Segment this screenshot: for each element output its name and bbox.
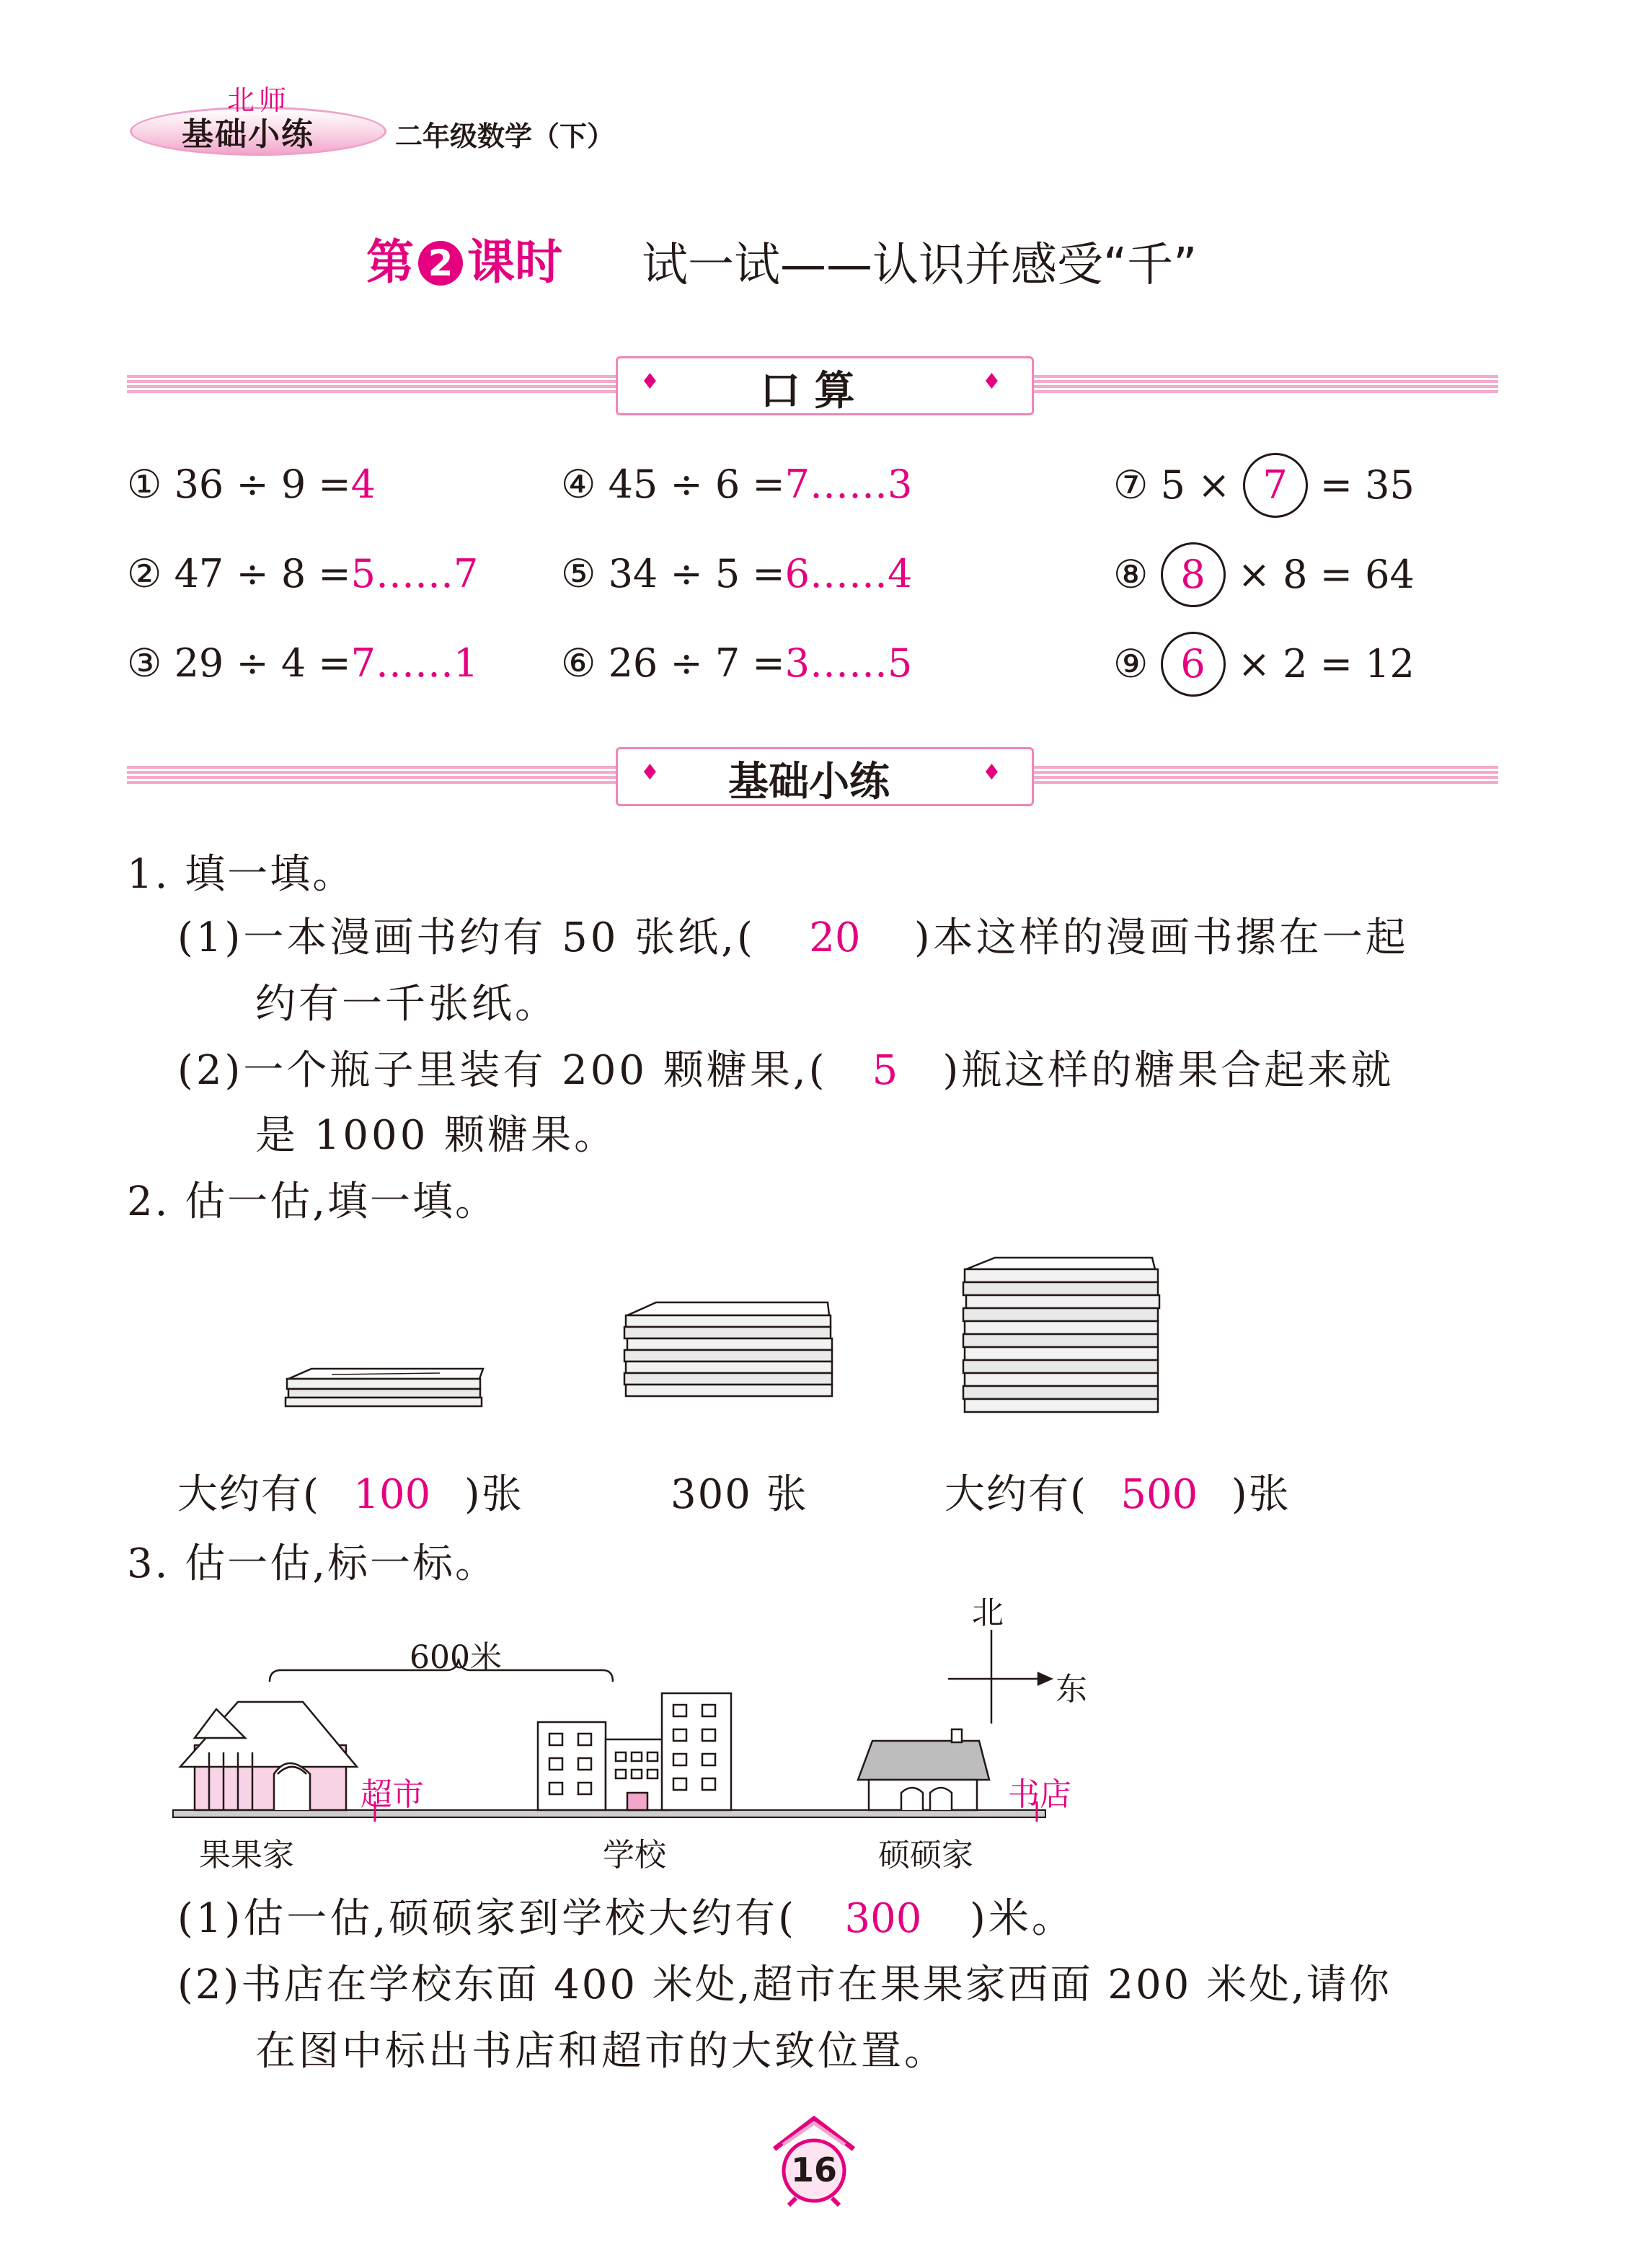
school-building-icon [538,1693,731,1810]
road-line [173,1810,1045,1817]
q3-heading: 3. 估一估,标一标。 [127,1540,498,1587]
q2-right-answer: 500 [1120,1471,1198,1518]
grade-label: 二年级数学（下） [395,120,615,152]
oral-expression: × 2 = 12 [1237,641,1415,687]
lesson-subtitle: 试一试——认识并感受“千” [642,239,1198,292]
oral-expression: = 35 [1319,462,1415,508]
shuoshuo-house-icon [858,1729,989,1810]
q2-left-text: 大约有( [177,1471,320,1518]
oral-expression: × 8 = 64 [1237,552,1415,597]
q3-part1-text: (1)估一估,硕硕家到学校大约有( [177,1895,797,1942]
q1-part2-answer: 5 [872,1047,898,1094]
diamond-icon: ♦ [982,760,1001,785]
oral-expression: ⑥ 26 ÷ 7 = [561,640,785,686]
oral-item-5 [561,551,912,596]
q3-map-illustration [166,1601,1139,1839]
q2-right-label [944,1462,1291,1520]
oral-answer: 5……7 [350,551,479,596]
lesson-number-title [366,224,562,292]
lesson-suffix: 课时 [467,234,562,290]
guoguo-house-icon [180,1702,357,1810]
answer-circle: 6 [1161,632,1226,697]
q3-part1-text-b: )米。 [969,1895,1075,1942]
oral-expression: ④ 45 ÷ 6 = [561,462,785,507]
distance-label: 600米 [410,1639,502,1676]
paper-stack-small [286,1369,483,1406]
q1-heading: 1. 填一填。 [127,851,355,898]
diamond-icon: ♦ [982,369,1001,394]
q3-part1-answer: 300 [844,1895,922,1942]
oral-item-3 [127,640,478,686]
oral-bar-line-left [127,375,617,394]
lesson-number-badge: 2 [418,241,463,286]
oral-expression: ⑦ 5 × [1113,462,1231,508]
compass-north-label: 北 [972,1594,1004,1631]
oral-answer: 7……3 [784,462,913,507]
q1-part1-line2: 约有一千张纸。 [255,981,558,1028]
answer-circle: 7 [1243,453,1308,518]
diamond-icon: ♦ [640,760,660,785]
oral-item-6 [561,640,912,686]
oral-bar-line-right [1032,375,1498,394]
basic-section-title: 基础小练 [728,759,890,806]
q2-middle-label: 300 张 [671,1471,808,1518]
diamond-icon: ♦ [640,369,660,394]
oral-section-title: 口 算 [760,368,855,415]
q3-part1 [177,1887,1075,1944]
bookstore-label: 书店 [1008,1776,1071,1813]
compass-icon [948,1630,1051,1724]
q2-left-answer: 100 [353,1471,431,1518]
q1-part1-text-b: )本这样的漫画书摞在一起 [913,914,1409,961]
q2-right-text-b: )张 [1231,1471,1291,1518]
oral-item-4 [561,462,912,507]
lesson-prefix: 第 [366,234,414,290]
oral-expression: ② 47 ÷ 8 = [127,551,351,596]
oral-expression: ③ 29 ÷ 4 = [127,640,351,686]
oral-answer: 6……4 [784,551,913,596]
place-school-label: 学校 [603,1837,666,1874]
oral-answer: 7……1 [350,640,479,686]
compass-east-label: 东 [1056,1671,1087,1708]
place-shuoshuo-label: 硕硕家 [878,1837,973,1874]
page-number: 16 [790,2150,837,2189]
basic-bar-line-left [127,766,617,785]
q1-part1-answer: 20 [809,914,861,961]
q1-part1-line1 [177,906,1409,963]
oral-answer: 3……5 [784,640,913,686]
q2-right-text: 大约有( [944,1471,1087,1518]
basic-bar-line-right [1032,766,1498,785]
q1-part2-line2: 是 1000 颗糖果。 [255,1112,618,1159]
q3-part2-line1: (2)书店在学校东面 400 米处,超市在果果家西面 200 米处,请你 [177,1962,1392,2008]
q3-part2-line2: 在图中标出书店和超市的大致位置。 [255,2028,947,2075]
paper-stack-medium [624,1302,832,1396]
paper-stacks-illustration [274,1255,1182,1450]
oral-item-9 [1113,632,1415,697]
q1-part2-text-b: )瓶这样的糖果合起来就 [942,1047,1394,1094]
oral-expression: ① 36 ÷ 9 = [127,462,351,507]
oral-item-7 [1113,453,1415,518]
supermarket-label: 超市 [360,1776,424,1813]
q1-part1-text: (1)一本漫画书约有 50 张纸,( [177,914,756,961]
q1-part2-text: (2)一个瓶子里装有 200 颗糖果,( [177,1047,828,1094]
oral-answer: 4 [350,462,376,507]
q1-part2-line1 [177,1038,1394,1096]
place-guoguo-label: 果果家 [199,1837,294,1874]
q2-left-text-b: )张 [464,1471,523,1518]
q2-left-label [177,1462,523,1520]
oral-expression: ⑧ [1113,552,1149,597]
q2-heading: 2. 估一估,填一填。 [127,1178,498,1225]
oral-item-2 [127,551,478,596]
oral-expression: ⑤ 34 ÷ 5 = [561,551,785,596]
brand-main-text: 基础小练 [182,116,314,153]
answer-circle: 8 [1161,542,1226,607]
oral-item-8 [1113,542,1415,607]
oral-expression: ⑨ [1113,641,1149,687]
oral-item-1 [127,462,376,507]
brand-top-text: 北师 [227,84,291,116]
paper-stack-large [963,1258,1159,1412]
